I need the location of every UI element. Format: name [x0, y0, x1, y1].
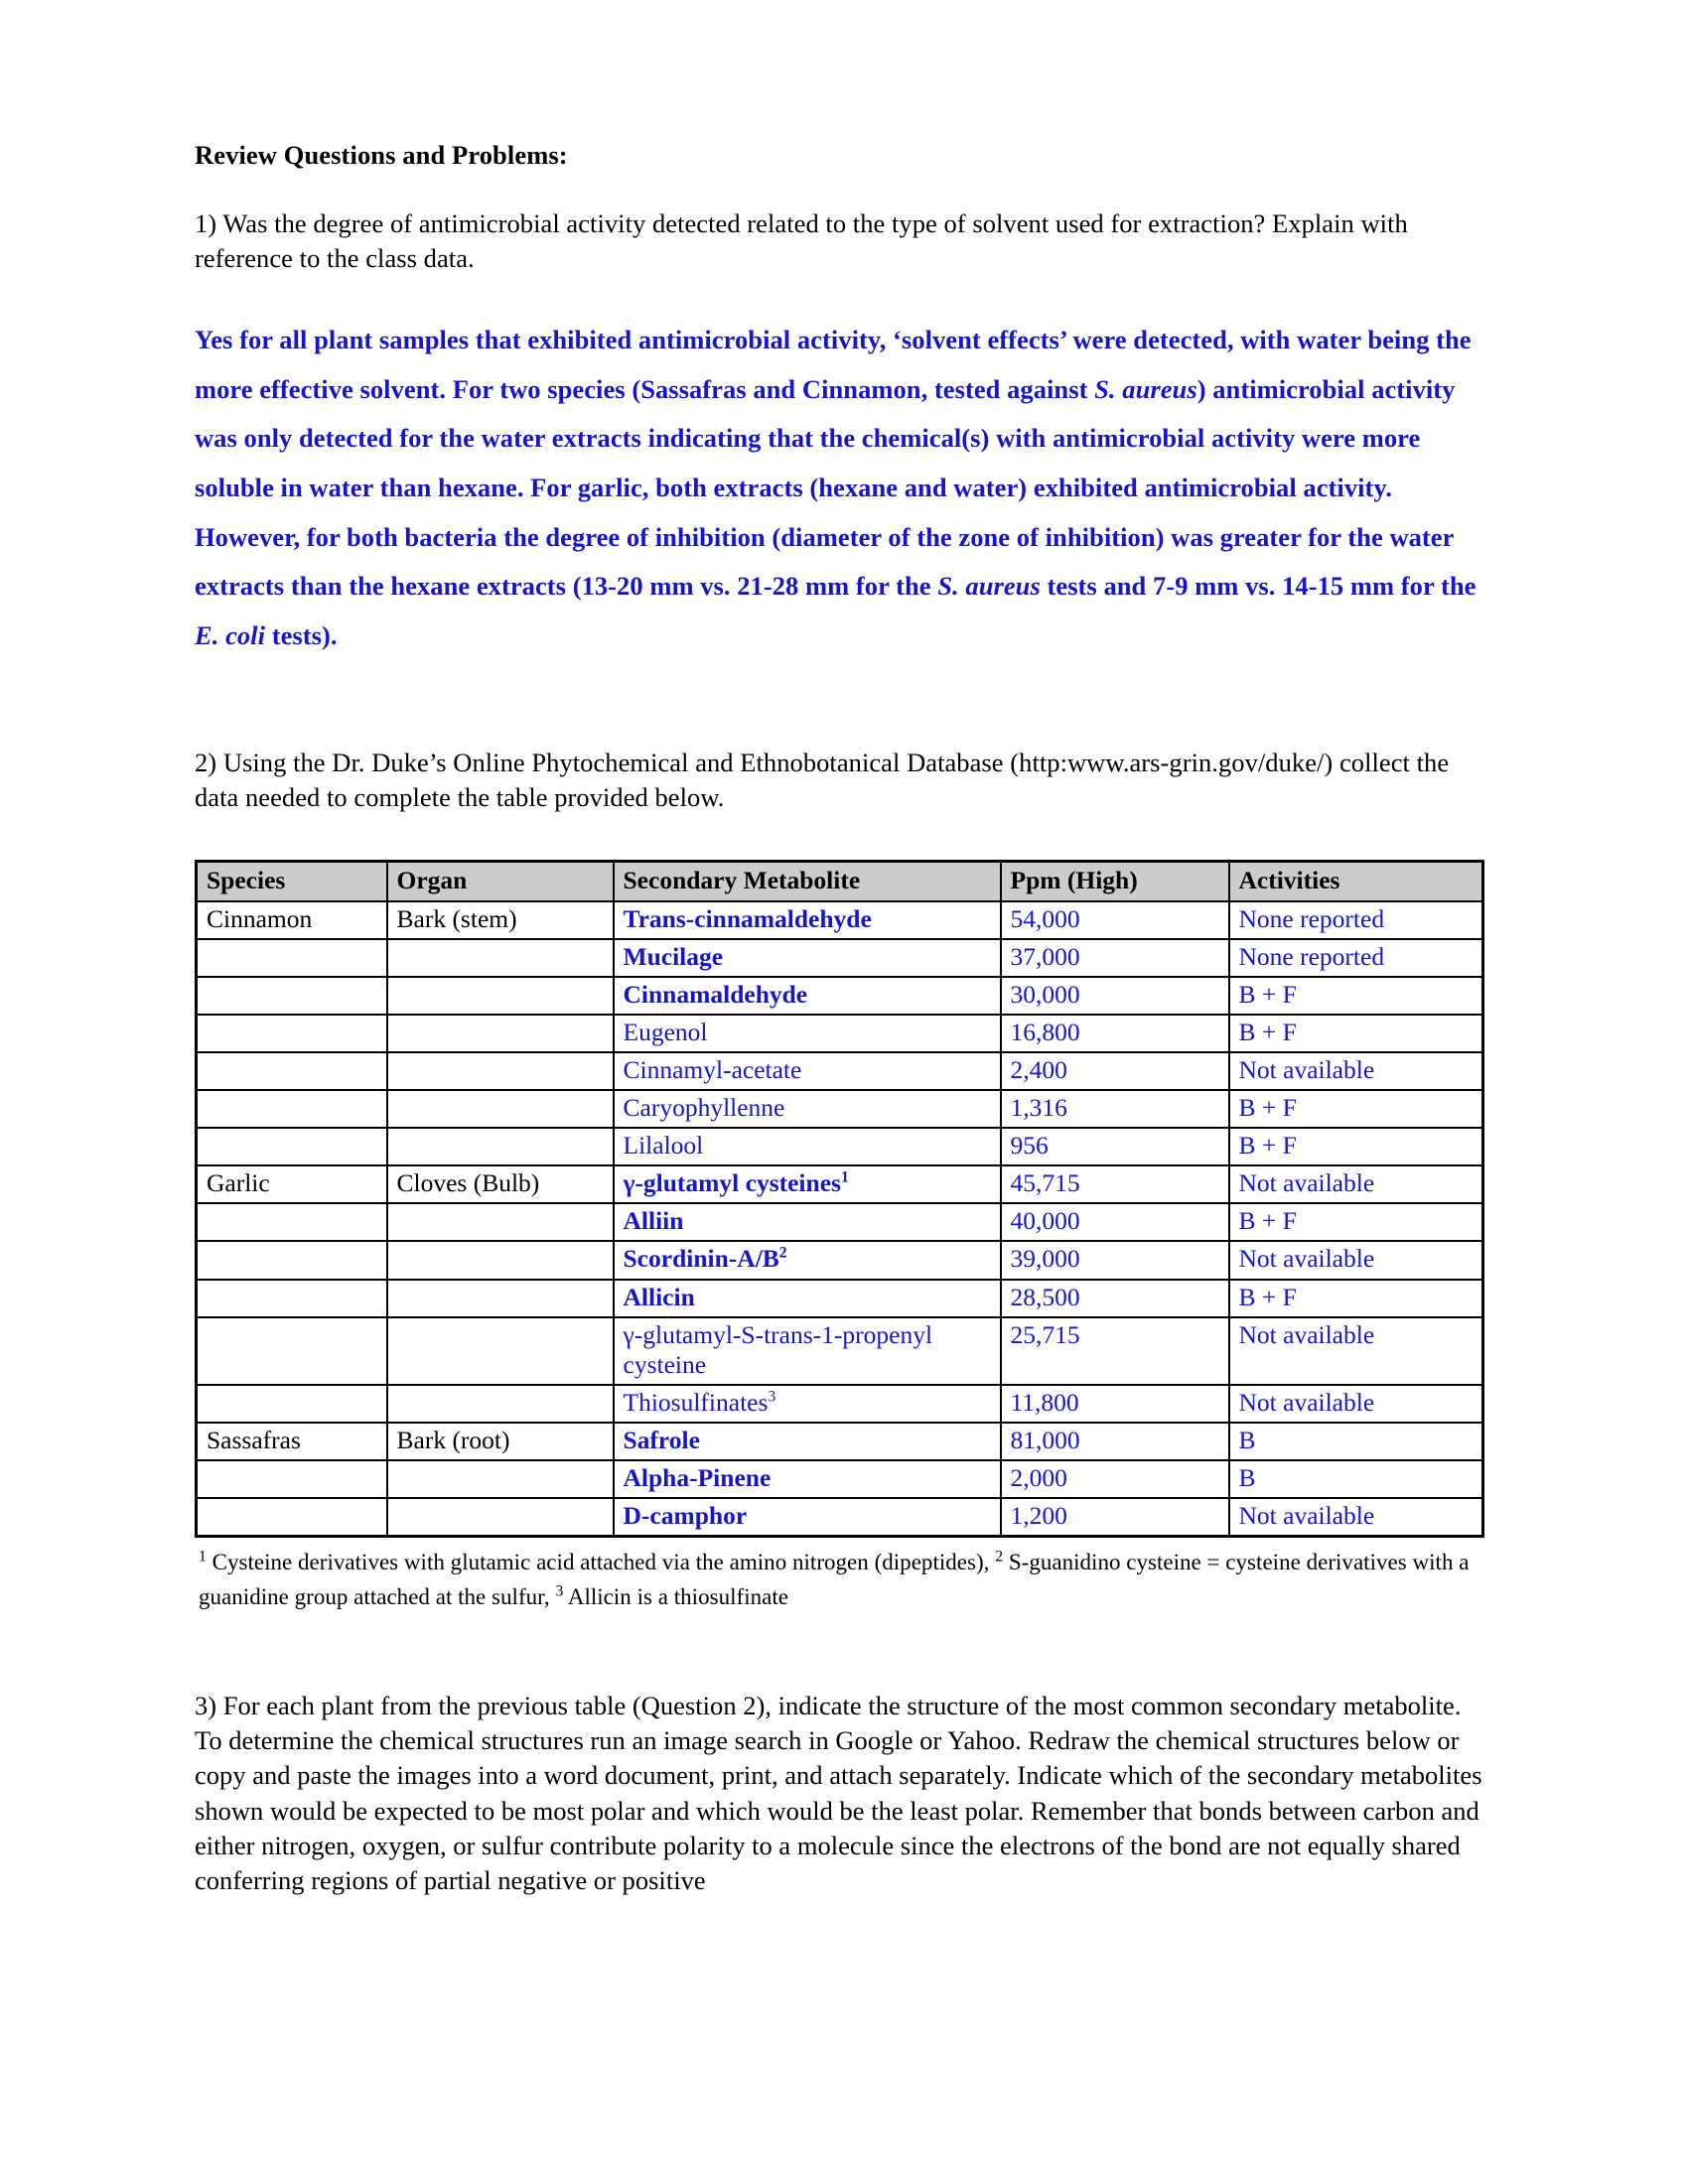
- species-name-italic: S. aureus: [937, 571, 1041, 602]
- cell-species: [197, 1241, 387, 1279]
- cell-organ: [387, 1317, 614, 1385]
- cell-ppm: 2,400: [1001, 1052, 1229, 1090]
- question-1-prompt: 1) Was the degree of antimicrobial activity detected related to the type of solvent used for extraction? Explain with reference to the class data.: [195, 207, 1408, 274]
- table-spacer: [195, 816, 1485, 860]
- cell-species: Sassafras: [197, 1423, 387, 1460]
- column-header-species: Species: [197, 861, 387, 901]
- cell-organ: [387, 1203, 614, 1241]
- cell-species: [197, 1498, 387, 1537]
- table-row: [197, 1203, 1483, 1241]
- document-content: [195, 139, 1485, 1898]
- cell-organ: Bark (stem): [387, 901, 614, 939]
- cell-organ: [387, 977, 614, 1015]
- footnote-marker: 1: [199, 1548, 207, 1566]
- column-header-activities: Activities: [1229, 861, 1483, 901]
- cell-activities: B + F: [1229, 1128, 1483, 1165]
- cell-species: [197, 1015, 387, 1052]
- cell-ppm: 45,715: [1001, 1165, 1229, 1203]
- table-row: [197, 977, 1483, 1015]
- cell-ppm: 81,000: [1001, 1423, 1229, 1460]
- cell-species: [197, 1128, 387, 1165]
- page-title: Review Questions and Problems:: [195, 140, 568, 170]
- cell-activities: B + F: [1229, 1280, 1483, 1317]
- cell-organ: [387, 1460, 614, 1498]
- answer-text-run: tests and 7-9 mm vs. 14-15 mm for the: [1040, 571, 1477, 602]
- table-row: [197, 1165, 1483, 1203]
- table-row: [197, 1128, 1483, 1165]
- table-row: [197, 939, 1483, 977]
- cell-species: [197, 1317, 387, 1385]
- cell-species: [197, 939, 387, 977]
- cell-activities: None reported: [1229, 939, 1483, 977]
- table-row: [197, 1317, 1483, 1385]
- cell-activities: Not available: [1229, 1052, 1483, 1090]
- cell-metabolite: Cinnamyl-acetate: [614, 1052, 1001, 1090]
- cell-organ: [387, 1385, 614, 1423]
- cell-ppm: 28,500: [1001, 1280, 1229, 1317]
- table-row: [197, 1423, 1483, 1460]
- cell-metabolite: Cinnamaldehyde: [614, 977, 1001, 1015]
- table-row: [197, 1052, 1483, 1090]
- cell-metabolite: Safrole: [614, 1423, 1001, 1460]
- cell-ppm: 1,316: [1001, 1090, 1229, 1128]
- footnote-text: Cysteine derivatives with glutamic acid attached via the amino nitrogen (dipeptides),: [206, 1550, 996, 1575]
- cell-ppm: 16,800: [1001, 1015, 1229, 1052]
- cell-ppm: 39,000: [1001, 1241, 1229, 1279]
- answer-text-run: ) antimicrobial activity was only detected for the water extracts indicating that the chemical(s) with antimicrobial activity were more soluble in water than hexane. For garlic, both extracts (hexane and water) exhibited antimicrobial activity. However, for both bacteria the degree of inhibition (diameter of the zone of inhibition) was greater for the water extracts than the hexane extracts (13-20 mm vs. 21-28 mm for the: [195, 373, 1456, 602]
- cell-activities: B: [1229, 1423, 1483, 1460]
- table-row: [197, 1090, 1483, 1128]
- footnote-marker: 3: [555, 1582, 564, 1600]
- cell-species: [197, 1052, 387, 1090]
- answer-text-run: Yes for all plant samples that exhibited antimicrobial activity, ‘solvent effects’ were detected, with water being the more effective solvent. For two species (Sassafras and Cinnamon, tested against: [195, 325, 1472, 404]
- cell-species: [197, 1385, 387, 1423]
- question-2-prompt: 2) Using the Dr. Duke’s Online Phytochemical and Ethnobotanical Database (http:www.ars-grin.gov/duke/) collect the data needed to complete the table provided below.: [195, 748, 1450, 813]
- cell-ppm: 956: [1001, 1128, 1229, 1165]
- cell-metabolite: Scordinin-$A/B^2$: [614, 1241, 1001, 1279]
- cell-activities: Not available: [1229, 1241, 1483, 1279]
- cell-activities: Not available: [1229, 1317, 1483, 1385]
- cell-species: Garlic: [197, 1165, 387, 1203]
- table-row: [197, 1015, 1483, 1052]
- species-name-italic: S. aureus: [1094, 373, 1197, 404]
- cell-activities: B + F: [1229, 1015, 1483, 1052]
- table-row: [197, 1385, 1483, 1423]
- cell-metabolite: Caryophyllenne: [614, 1090, 1001, 1128]
- column-header-metabolite: Secondary Metabolite: [614, 861, 1001, 901]
- cell-species: [197, 977, 387, 1015]
- cell-activities: B: [1229, 1460, 1483, 1498]
- table-row: [197, 1498, 1483, 1537]
- cell-metabolite: Eugenol: [614, 1015, 1001, 1052]
- cell-metabolite: D-camphor: [614, 1498, 1001, 1537]
- cell-metabolite: Alliin: [614, 1203, 1001, 1241]
- cell-organ: [387, 1052, 614, 1090]
- cell-organ: [387, 1090, 614, 1128]
- table-row: [197, 901, 1483, 939]
- cell-activities: B + F: [1229, 1090, 1483, 1128]
- cell-metabolite: Alpha-Pinene: [614, 1460, 1001, 1498]
- table-row: [197, 1460, 1483, 1498]
- cell-ppm: 11,800: [1001, 1385, 1229, 1423]
- table-footnotes: [199, 1546, 1485, 1615]
- cell-ppm: 25,715: [1001, 1317, 1229, 1385]
- footnote-marker: 2: [778, 1244, 787, 1262]
- cell-metabolite: γ-glutamyl-S-trans-1-propenyl cysteine: [614, 1317, 1001, 1385]
- cell-activities: B + F: [1229, 977, 1483, 1015]
- cell-organ: [387, 939, 614, 977]
- species-name-italic: E. coli: [195, 619, 266, 650]
- cell-ppm: 30,000: [1001, 977, 1229, 1015]
- table-body: [197, 901, 1483, 1537]
- table-row: [197, 1280, 1483, 1317]
- cell-organ: Cloves (Bulb): [387, 1165, 614, 1203]
- question-3-prompt: 3) For each plant from the previous table (Question 2), indicate the structure of the most common secondary metabolite. To determine the chemical structures run an image search in Google or Yahoo. Redraw the chemical structures below or copy and paste the images into a word document, print, and attach separately. Indicate which of the secondary metabolites shown would be expected to be most polar and which would be the least polar. Remember that bonds between carbon and either nitrogen, oxygen, or sulfur contribute polarity to a molecule since the electrons of the bond are not equally shared conferring regions of partial negative or positive: [195, 1690, 1482, 1896]
- cell-metabolite: Trans-cinnamaldehyde: [614, 901, 1001, 939]
- answer-text-run: tests).: [265, 619, 338, 650]
- cell-metabolite: Thiosulfinates$^3$: [614, 1385, 1001, 1423]
- footnote-text: Allicin is a thiosulfinate: [563, 1584, 788, 1610]
- cell-organ: Bark (root): [387, 1423, 614, 1460]
- cell-activities: None reported: [1229, 901, 1483, 939]
- cell-organ: [387, 1128, 614, 1165]
- cell-activities: B + F: [1229, 1203, 1483, 1241]
- footnote-marker: 1: [840, 1168, 849, 1186]
- cell-activities: Not available: [1229, 1385, 1483, 1423]
- cell-metabolite: γ-glutamyl cysteines$^1$: [614, 1165, 1001, 1203]
- secondary-metabolite-table: [195, 860, 1484, 1538]
- table-row: [197, 1241, 1483, 1279]
- column-header-organ: Organ: [387, 861, 614, 901]
- cell-ppm: 37,000: [1001, 939, 1229, 977]
- cell-metabolite: Lilalool: [614, 1128, 1001, 1165]
- section-spacer: [195, 660, 1485, 746]
- cell-metabolite: Mucilage: [614, 939, 1001, 977]
- column-header-ppm: Ppm (High): [1001, 861, 1229, 901]
- footnote-marker: 2: [995, 1548, 1004, 1566]
- cell-species: [197, 1460, 387, 1498]
- cell-species: [197, 1280, 387, 1317]
- footnote-marker: 3: [768, 1388, 776, 1406]
- cell-ppm: 1,200: [1001, 1498, 1229, 1537]
- cell-organ: [387, 1015, 614, 1052]
- cell-organ: [387, 1280, 614, 1317]
- cell-species: [197, 1203, 387, 1241]
- cell-metabolite: Allicin: [614, 1280, 1001, 1317]
- footnote-text: S-guanidino cysteine = cysteine derivatives with a guanidine group attached at the sulfur,: [199, 1550, 1470, 1610]
- cell-ppm: 2,000: [1001, 1460, 1229, 1498]
- table-header-row: [197, 861, 1483, 901]
- cell-ppm: 40,000: [1001, 1203, 1229, 1241]
- cell-activities: Not available: [1229, 1165, 1483, 1203]
- cell-activities: Not available: [1229, 1498, 1483, 1537]
- cell-organ: [387, 1498, 614, 1537]
- cell-species: [197, 1090, 387, 1128]
- cell-ppm: 54,000: [1001, 901, 1229, 939]
- cell-species: Cinnamon: [197, 901, 387, 939]
- question-1-answer: [195, 316, 1485, 660]
- cell-organ: [387, 1241, 614, 1279]
